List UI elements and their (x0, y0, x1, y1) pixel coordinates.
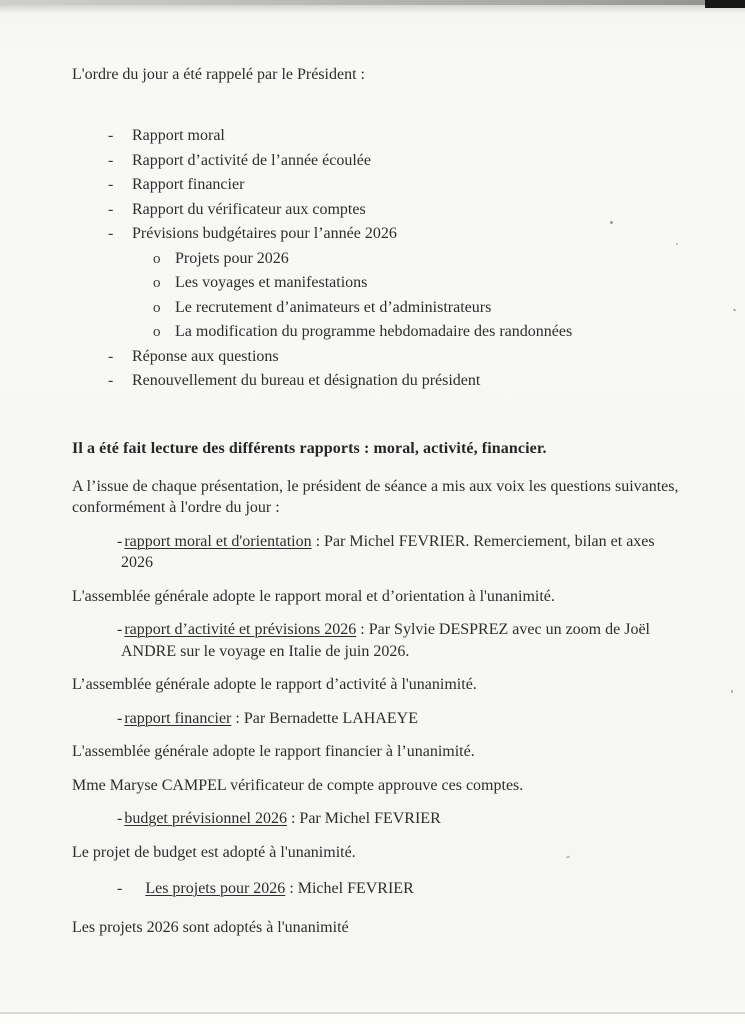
dash-bullet: - (117, 880, 123, 897)
agenda-item (72, 198, 684, 223)
report-entry-detail: : Par Michel FEVRIER (286, 810, 441, 827)
agenda-item (72, 173, 684, 198)
agenda-item (72, 222, 684, 247)
agenda-subitem (72, 320, 684, 345)
agenda-subitem (72, 296, 684, 321)
adoption-line-projets: Les projets 2026 sont adoptés à l'unanimité (72, 918, 349, 936)
report-entry-projets (72, 878, 684, 900)
agenda-item-label: Rapport financier (132, 176, 245, 193)
dash-bullet: - (117, 810, 123, 827)
agenda-item-label: Renouvellement du bureau et désignation du président (132, 372, 481, 389)
report-entry-title: rapport d’activité et prévisions 2026 (124, 621, 357, 638)
circle-bullet: o (153, 324, 161, 340)
agenda-item (72, 149, 684, 174)
report-entry-title: budget prévisionnel 2026 (124, 810, 287, 827)
dash-bullet: - (108, 200, 114, 218)
agenda-item-label: Rapport moral (132, 127, 225, 144)
agenda-item-label: La modification du programme hebdomadaire des randonnées (175, 323, 573, 340)
adoption-line-financier: L'assemblée générale adopte le rapport financier à l’unanimité. (72, 743, 475, 760)
report-entry-title: Les projets pour 2026 (145, 880, 286, 897)
circle-bullet: o (153, 250, 161, 267)
adoption-line-moral: L'assemblée générale adopte le rapport moral et d’orientation à l'unanimité. (72, 587, 555, 605)
report-entry-detail: : Par Bernadette LAHAEYE (231, 709, 418, 727)
dash-bullet: - (117, 532, 123, 550)
report-entry-detail: : Par Michel FEVRIER. Remerciement, bilan et axes 2026 (121, 532, 655, 571)
agenda-item-label: Rapport du vérificateur aux comptes (132, 200, 366, 218)
dash-bullet: - (108, 151, 114, 169)
intro-line: L'ordre du jour a été rappelé par le Président : (72, 66, 365, 83)
circle-bullet: o (153, 299, 161, 316)
report-entry-moral (72, 531, 684, 574)
scan-bottom-margin (0, 1014, 745, 1024)
report-entry-activite (72, 619, 684, 662)
reports-heading: Il a été fait lecture des différents rapports : moral, activité, financier. (72, 439, 547, 457)
agenda-item-label: Rapport d’activité de l’année écoulée (132, 151, 371, 169)
agenda-item-label: Projets pour 2026 (175, 249, 289, 267)
dash-bullet: - (108, 127, 114, 144)
agenda-subitem (72, 271, 684, 296)
agenda-item (72, 345, 684, 370)
dash-bullet: - (108, 347, 114, 365)
voting-paragraph: A l’issue de chaque présentation, le président de séance a mis aux voix les questions suivantes, conformément à l'ordre du jour : (72, 477, 679, 516)
dash-bullet: - (108, 225, 114, 242)
verifier-note: Mme Maryse CAMPEL vérificateur de compte approuve ces comptes. (72, 776, 524, 794)
report-entry-title: rapport financier (124, 709, 232, 727)
adoption-line-activite: L’assemblée générale adopte le rapport d’activité à l'unanimité. (72, 676, 477, 693)
circle-bullet: o (153, 275, 161, 291)
agenda-subitem (72, 247, 684, 272)
agenda-item-label: Prévisions budgétaires pour l’année 2026 (132, 225, 397, 242)
dash-bullet: - (108, 372, 114, 389)
dash-bullet: - (108, 176, 114, 193)
report-entry-financier (72, 708, 684, 730)
agenda-item (72, 124, 684, 149)
report-entry-detail: : Michel FEVRIER (285, 880, 414, 897)
agenda-list (72, 124, 684, 394)
agenda-item (72, 369, 684, 394)
report-entry-detail: : Par Sylvie DESPREZ avec un zoom de Joël ANDRE sur le voyage en Italie de juin 2026. (121, 621, 650, 660)
agenda-item-label: Les voyages et manifestations (175, 274, 368, 291)
report-entry-title: rapport moral et d'orientation (124, 532, 312, 550)
agenda-item-label: Le recrutement d’animateurs et d’administrateurs (175, 298, 492, 316)
dash-bullet: - (117, 621, 123, 638)
dash-bullet: - (117, 709, 123, 727)
adoption-line-budget: Le projet de budget est adopté à l'unanimité. (72, 843, 356, 861)
agenda-item-label: Réponse aux questions (132, 347, 279, 365)
report-entry-budget (72, 808, 684, 830)
